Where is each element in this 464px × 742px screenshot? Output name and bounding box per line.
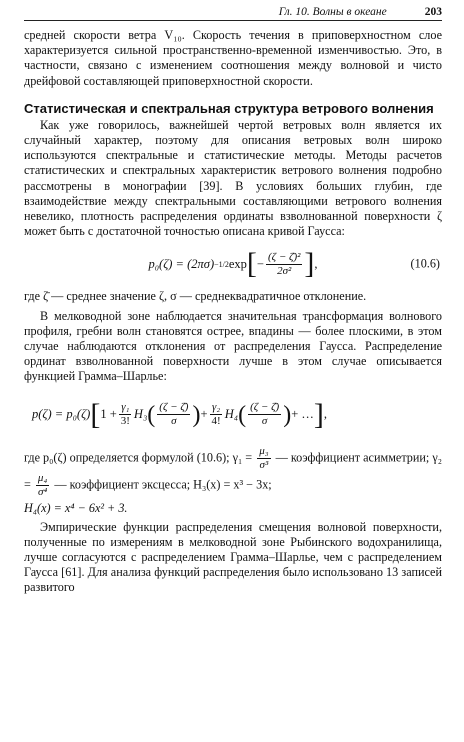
eq1-exp-word: exp	[228, 256, 247, 271]
eq2-one-plus: 1 +	[100, 407, 117, 422]
inner-numerator-1: (ζ − ζ̄)	[159, 401, 189, 414]
sigma3: σ³	[259, 458, 269, 471]
factorial-4: 4!	[211, 415, 221, 428]
p5-c: — коэффициент эксцесса; H₃(x) = x³ − 3x;	[51, 476, 272, 491]
eq1-numerator: (ζ − ζ̄)²	[267, 250, 301, 263]
inner-fraction-1	[157, 401, 190, 428]
eq1-fraction	[266, 251, 302, 278]
paragraph-4: В мелководной зоне наблюдается значительная трансформация волнового профиля, гребни волн становятся острее, впадины — более плоскими, в этом случае наблюдаются отклонения от распределения Гаусса. Распределение ординат взволнованной поверхности лучше в этом случае описывается функцией Грамма–Шарлье:	[24, 308, 442, 384]
outer-right-bracket: ]	[313, 397, 324, 431]
paragraph-1: средней скорости ветра V₁₀. Скорость течения в приповерхностном слое характеризуется сильной пространственно-временной изменчивостью. Это, в частности, связано с изменением соотношения между волновой и чисто дрейфовой составляющей приповерхностной скорости.	[24, 28, 442, 88]
left-bracket: [	[246, 247, 257, 281]
p5-b: — коэффициент асимметрии; γ₂ =	[24, 449, 442, 491]
gamma2-def-fraction	[36, 472, 49, 499]
page-number: 203	[424, 6, 442, 18]
inner-denominator-2: σ	[261, 415, 268, 428]
gamma2-fraction	[210, 401, 223, 428]
sigma4: σ⁴	[37, 485, 48, 498]
equation-number: (10.6)	[410, 256, 440, 271]
gamma1-def-fraction	[257, 445, 270, 472]
chapter-title: Гл. 10. Волны в океане	[278, 6, 387, 18]
paren-close-2: )	[283, 401, 292, 428]
paragraph-2: Как уже говорилось, важнейшей чертой ветровых волн является их случайный характер, поэтому для описания ветровых волн широко используются спектральные и статистические методы. Методы расчетов статистических и спектральных характеристик ветрового волнения подробно рассмотрены в монографии [39]. В условиях больших глубин, где взаимодействие между спектральными составляющими ветрового волнения невелико, плотность распределения ординаты взволнованной поверхности ζ может быть с достаточной точностью описана кривой Гаусса:	[24, 117, 442, 239]
right-bracket: ]	[304, 247, 315, 281]
mu4: μ₄	[37, 471, 48, 484]
hermite-4: H₄	[224, 407, 239, 422]
eq1-comma: ,	[314, 256, 318, 271]
plus-sign: +	[200, 407, 208, 422]
gamma1-fraction	[119, 401, 132, 428]
equation-10-6	[24, 245, 442, 283]
eq2-lhs: p(ζ) = p₀(ζ)	[32, 407, 91, 422]
paragraph-3: где ζ̄ — среднее значение ζ, σ — среднеквадратичное отклонение.	[24, 289, 367, 304]
gamma2: γ₂	[212, 401, 221, 414]
eq2-comma: ,	[323, 407, 328, 422]
equation-gram-charlier	[24, 391, 442, 439]
paragraph-6: Эмпирические функции распределения смещения волновой поверхности, полученные по измерениям в мелководной зоне Рыбинского водохранилища, лучше согласуются с распределением Грамма–Шарлье, чем с распределением Гаусса [61]. Для анализа функций распределения было использовано 13 записей развитого	[24, 519, 442, 595]
paragraph-5	[24, 445, 442, 517]
paren-close: )	[192, 401, 201, 428]
eq2-tail: + …	[291, 407, 314, 422]
paren-open: (	[147, 401, 156, 428]
inner-numerator-2: (ζ − ζ̄)	[250, 401, 280, 414]
section-title: Статистическая и спектральная структура ветрового волнения	[24, 100, 434, 116]
mu3: μ₃	[259, 444, 269, 457]
p5-d: H₄(x) = x⁴ − 6x² + 3.	[24, 500, 128, 515]
inner-denominator-1: σ	[171, 415, 177, 428]
paren-open-2: (	[238, 401, 247, 428]
inner-fraction-2	[248, 401, 281, 428]
eq1-denominator: 2σ²	[277, 264, 292, 277]
eq1-lhs: p₀(ζ) = (2πσ)	[148, 256, 215, 271]
factorial-3: 3!	[120, 415, 130, 428]
outer-left-bracket: [	[90, 397, 101, 431]
gamma1: γ₁	[121, 401, 130, 414]
p5-a: где p₀(ζ) определяется формулой (10.6); γ₁ =	[24, 449, 256, 464]
eq1-exponent: −1/2	[214, 259, 229, 269]
minus-sign: −	[256, 256, 264, 271]
hermite-3: H₃	[133, 407, 148, 422]
running-header	[24, 6, 442, 21]
